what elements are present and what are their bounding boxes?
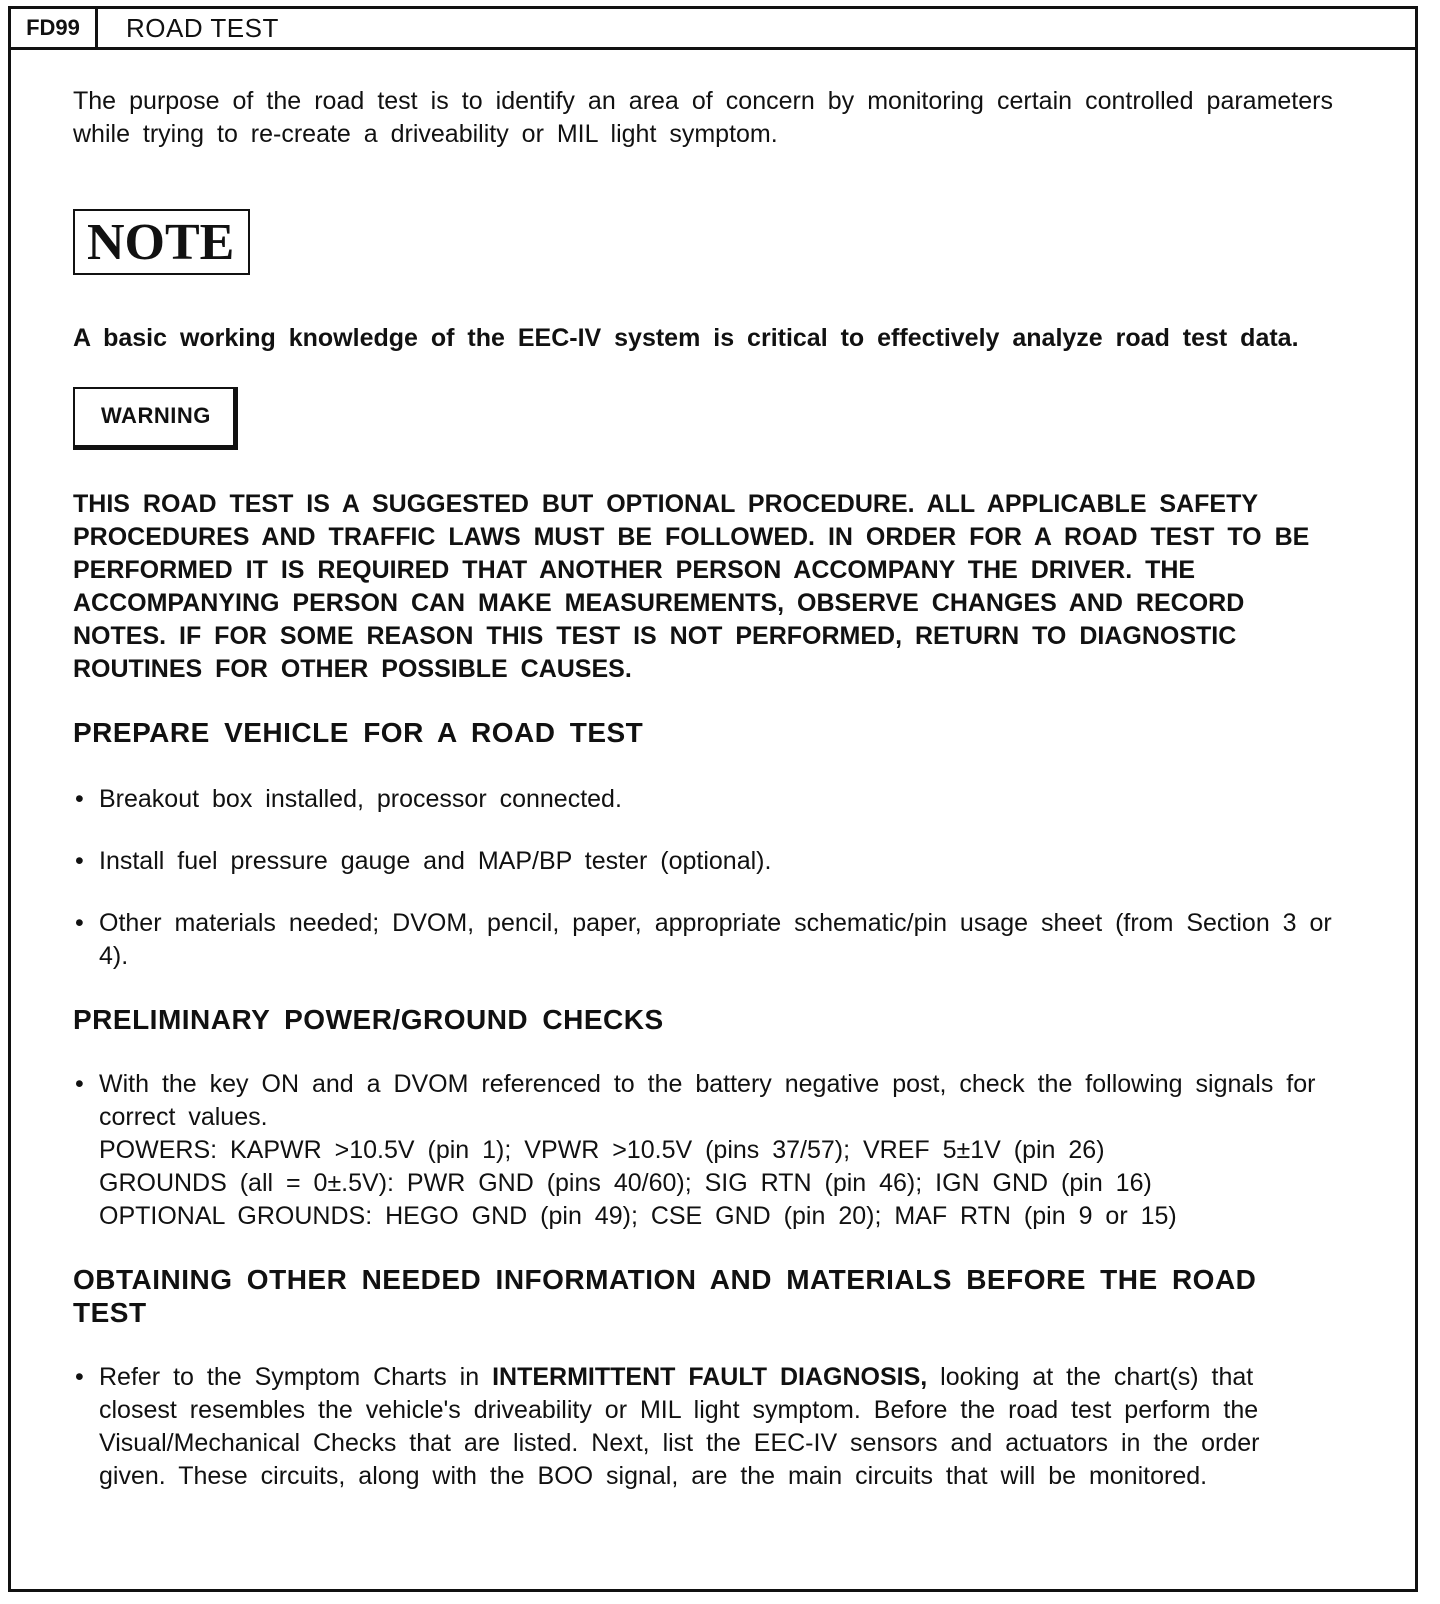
grounds-line: GROUNDS (all = 0±.5V): PWR GND (pins 40/60); SIG RTN (pin 46); IGN GND (pin 16)	[99, 1169, 1152, 1197]
list-item	[73, 1068, 1333, 1233]
section-code: FD99	[11, 9, 98, 47]
bullet-icon: •	[75, 847, 84, 875]
note-label: NOTE	[73, 209, 250, 275]
bullet-icon: •	[75, 785, 84, 813]
preliminary-heading: PRELIMINARY POWER/GROUND CHECKS	[73, 1004, 664, 1035]
obtaining-text-after: looking at the chart(s) that closest resembles the vehicle's driveability or MIL light symptom. Before the road test perform the Visual/Mechanical Checks that are listed. Next, list the EEC-IV sensors and actuators in the order given. These circuits, along with the BOO signal, are the main circuits that will be monitored.	[99, 1363, 1260, 1490]
prepare-heading: PREPARE VEHICLE FOR A ROAD TEST	[73, 717, 644, 748]
list-item	[73, 1361, 1333, 1493]
bullet-icon: •	[75, 1363, 84, 1391]
prepare-list	[73, 783, 1333, 973]
bullet-icon: •	[75, 1070, 84, 1098]
main-content	[73, 38, 1333, 1493]
warning-label: WARNING	[73, 387, 238, 450]
note-text: A basic working knowledge of the EEC-IV system is critical to effectively analyze road test data.	[73, 324, 1299, 352]
list-item: • Other materials needed; DVOM, pencil, paper, appropriate schematic/pin usage sheet (from Section 3 or 4).	[75, 909, 1332, 970]
preliminary-list	[73, 1068, 1333, 1233]
list-item: • Breakout box installed, processor connected.	[73, 783, 1333, 816]
page-title: ROAD TEST	[126, 12, 279, 43]
preliminary-instruction: With the key ON and a DVOM referenced to the battery negative post, check the following signals for correct values.	[99, 1070, 1316, 1131]
obtaining-text-before: Refer to the Symptom Charts in	[99, 1363, 493, 1391]
bullet-icon: •	[75, 909, 84, 937]
warning-text: THIS ROAD TEST IS A SUGGESTED BUT OPTIONAL PROCEDURE. ALL APPLICABLE SAFETY PROCEDURES AND TRAFFIC LAWS MUST BE FOLLOWED. IN ORDER FOR A ROAD TEST TO BE PERFORMED IT IS REQUIRED THAT ANOTHER PERSON ACCOMPANY THE DRIVER. THE ACCOMPANYING PERSON CAN MAKE MEASUREMENTS, OBSERVE CHANGES AND RECORD NOTES. IF FOR SOME REASON THIS TEST IS NOT PERFORMED, RETURN TO DIAGNOSTIC ROUTINES FOR OTHER POSSIBLE CAUSES.	[73, 490, 1310, 683]
obtaining-list	[73, 1361, 1333, 1493]
obtaining-heading: OBTAINING OTHER NEEDED INFORMATION AND MATERIALS BEFORE THE ROAD TEST	[73, 1264, 1257, 1328]
intermittent-fault-reference: INTERMITTENT FAULT DIAGNOSIS,	[492, 1363, 928, 1391]
optional-grounds-line: OPTIONAL GROUNDS: HEGO GND (pin 49); CSE GND (pin 20); MAF RTN (pin 9 or 15)	[99, 1202, 1177, 1230]
intro-paragraph: The purpose of the road test is to identify an area of concern by monitoring certain controlled parameters while trying to re-create a driveability or MIL light symptom.	[73, 87, 1333, 148]
powers-line: POWERS: KAPWR >10.5V (pin 1); VPWR >10.5V (pins 37/57); VREF 5±1V (pin 26)	[99, 1136, 1105, 1164]
list-item: • Install fuel pressure gauge and MAP/BP tester (optional).	[73, 845, 1333, 878]
